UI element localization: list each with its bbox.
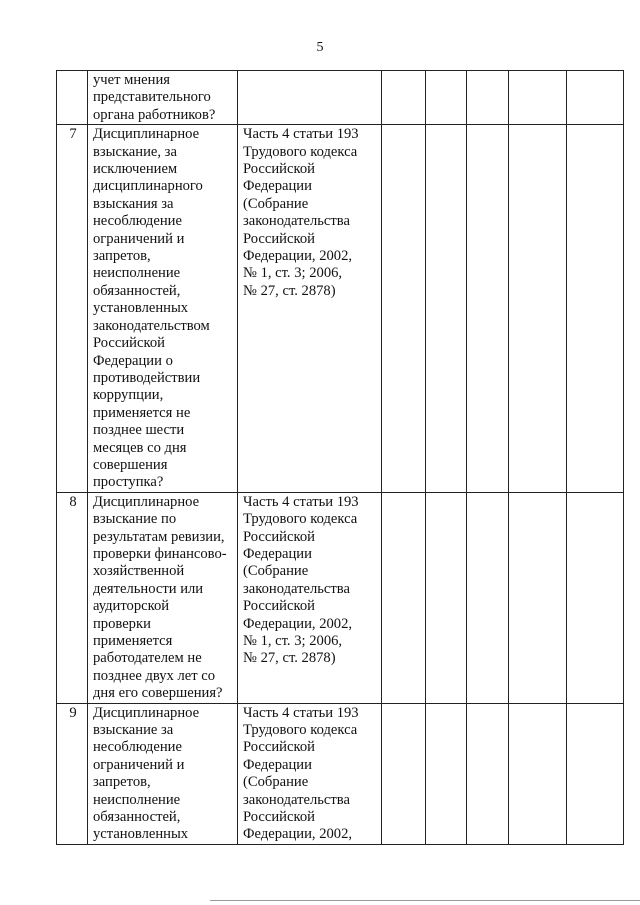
requirement-line: установленных <box>93 300 189 317</box>
answer-cell[interactable] <box>426 125 467 493</box>
requirement-line: результатам ревизии, <box>93 528 225 545</box>
checklist-table <box>56 70 624 845</box>
answer-cell[interactable] <box>426 703 467 844</box>
answer-cell[interactable] <box>382 703 426 844</box>
reference-line: (Собрание <box>243 774 309 791</box>
reference-line: № 27, ст. 2878) <box>243 282 336 299</box>
requirement-line: Дисциплинарное <box>93 126 200 143</box>
reference-line: (Собрание <box>243 563 309 580</box>
reference-line: Федерации <box>243 178 312 195</box>
requirement-cell <box>88 703 238 844</box>
requirement-cell <box>88 125 238 493</box>
reference-line: Часть 4 статьи 193 <box>243 126 359 143</box>
answer-cell[interactable] <box>382 71 426 125</box>
table-row <box>57 125 624 493</box>
reference-line: Трудового кодекса <box>243 722 358 739</box>
reference-line: Федерации, 2002, <box>243 248 353 265</box>
answer-cell[interactable] <box>426 492 467 703</box>
requirement-line: взыскание за <box>93 722 174 739</box>
reference-line: Российской <box>243 230 315 247</box>
table-row <box>57 492 624 703</box>
requirement-line: запретов, <box>93 774 151 791</box>
reference-line: Российской <box>243 809 315 826</box>
requirement-line: неисполнение <box>93 791 181 808</box>
requirement-line: органа работников? <box>93 106 216 123</box>
requirement-line: применяется не <box>93 404 191 421</box>
requirement-cell <box>88 71 238 125</box>
requirement-line: проверки финансово- <box>93 545 227 562</box>
requirement-line: обязанностей, <box>93 809 181 826</box>
reference-line: Федерации <box>243 756 312 773</box>
reference-line: № 1, ст. 3; 2006, <box>243 265 343 282</box>
reference-line: Федерации <box>243 545 312 562</box>
requirement-line: хозяйственной <box>93 563 185 580</box>
answer-cell[interactable] <box>567 703 624 844</box>
answer-cell[interactable] <box>467 71 509 125</box>
requirement-line: неисполнение <box>93 265 181 282</box>
requirement-line: позднее шести <box>93 422 185 439</box>
table-row <box>57 703 624 844</box>
requirement-line: совершения <box>93 456 168 473</box>
requirement-line: позднее двух лет со <box>93 667 216 684</box>
requirement-line: дня его совершения? <box>93 685 223 702</box>
answer-cell[interactable] <box>467 703 509 844</box>
reference-line: Российской <box>243 739 315 756</box>
reference-line: Трудового кодекса <box>243 511 358 528</box>
scan-edge <box>210 900 640 901</box>
answer-cell[interactable] <box>509 492 567 703</box>
requirement-line: проступка? <box>93 474 164 491</box>
page-number: 5 <box>316 40 324 55</box>
answer-cell[interactable] <box>509 71 567 125</box>
requirement-line: проверки <box>93 615 151 632</box>
reference-line: Федерации, 2002, <box>243 615 353 632</box>
requirement-line: законодательством <box>93 317 210 334</box>
reference-line: Федерации, 2002, <box>243 826 353 843</box>
row-number: 9 <box>57 703 88 844</box>
row-number <box>57 71 88 125</box>
answer-cell[interactable] <box>426 71 467 125</box>
requirement-line: деятельности или <box>93 580 204 597</box>
requirement-line: месяцев со дня <box>93 439 187 456</box>
reference-line: (Собрание <box>243 195 309 212</box>
reference-line: Часть 4 статьи 193 <box>243 704 359 721</box>
requirement-line: Дисциплинарное <box>93 493 200 510</box>
answer-cell[interactable] <box>567 71 624 125</box>
requirement-line: учет мнения <box>93 72 170 88</box>
reference-line: законодательства <box>243 213 350 230</box>
row-number: 8 <box>57 492 88 703</box>
reference-line: законодательства <box>243 791 350 808</box>
answer-cell[interactable] <box>382 492 426 703</box>
requirement-line: аудиторской <box>93 598 170 615</box>
reference-line: № 1, ст. 3; 2006, <box>243 633 343 649</box>
reference-line: Российской <box>243 528 315 545</box>
requirement-line: работодателем не <box>93 650 202 667</box>
reference-line: № 27, ст. 2878) <box>243 650 336 667</box>
reference-line: Часть 4 статьи 193 <box>243 493 359 510</box>
requirement-line: ограничений и <box>93 756 185 773</box>
requirement-line: исключением <box>93 161 178 178</box>
requirement-line: установленных <box>93 826 189 843</box>
row-number: 7 <box>57 125 88 493</box>
answer-cell[interactable] <box>382 125 426 493</box>
requirement-line: применяется <box>93 633 173 649</box>
requirement-line: несоблюдение <box>93 213 182 230</box>
answer-cell[interactable] <box>567 492 624 703</box>
requirement-line: коррупции, <box>93 387 164 404</box>
answer-cell[interactable] <box>509 703 567 844</box>
requirement-line: представительного <box>93 89 211 106</box>
answer-cell[interactable] <box>467 125 509 493</box>
requirement-line: Дисциплинарное <box>93 704 200 721</box>
answer-cell[interactable] <box>509 125 567 493</box>
answer-cell[interactable] <box>567 125 624 493</box>
requirement-line: запретов, <box>93 248 151 265</box>
table-row <box>57 71 624 125</box>
reference-line: законодательства <box>243 580 350 597</box>
requirement-line: несоблюдение <box>93 739 182 756</box>
requirement-line: противодействии <box>93 369 201 386</box>
requirement-line: дисциплинарного <box>93 178 203 195</box>
legal-reference-cell <box>238 703 382 844</box>
requirement-line: взыскание по <box>93 511 177 528</box>
requirement-line: Российской <box>93 335 165 352</box>
requirement-cell <box>88 492 238 703</box>
legal-reference-cell <box>238 71 382 125</box>
requirement-line: обязанностей, <box>93 282 181 299</box>
legal-reference-cell <box>238 492 382 703</box>
reference-line: Российской <box>243 161 315 178</box>
requirement-line: взыскание, за <box>93 143 177 160</box>
requirement-line: Федерации о <box>93 352 173 369</box>
requirement-line: ограничений и <box>93 230 185 247</box>
answer-cell[interactable] <box>467 492 509 703</box>
legal-reference-cell <box>238 125 382 493</box>
requirement-line: взыскания за <box>93 195 174 212</box>
reference-line: Трудового кодекса <box>243 143 358 160</box>
reference-line: Российской <box>243 598 315 615</box>
